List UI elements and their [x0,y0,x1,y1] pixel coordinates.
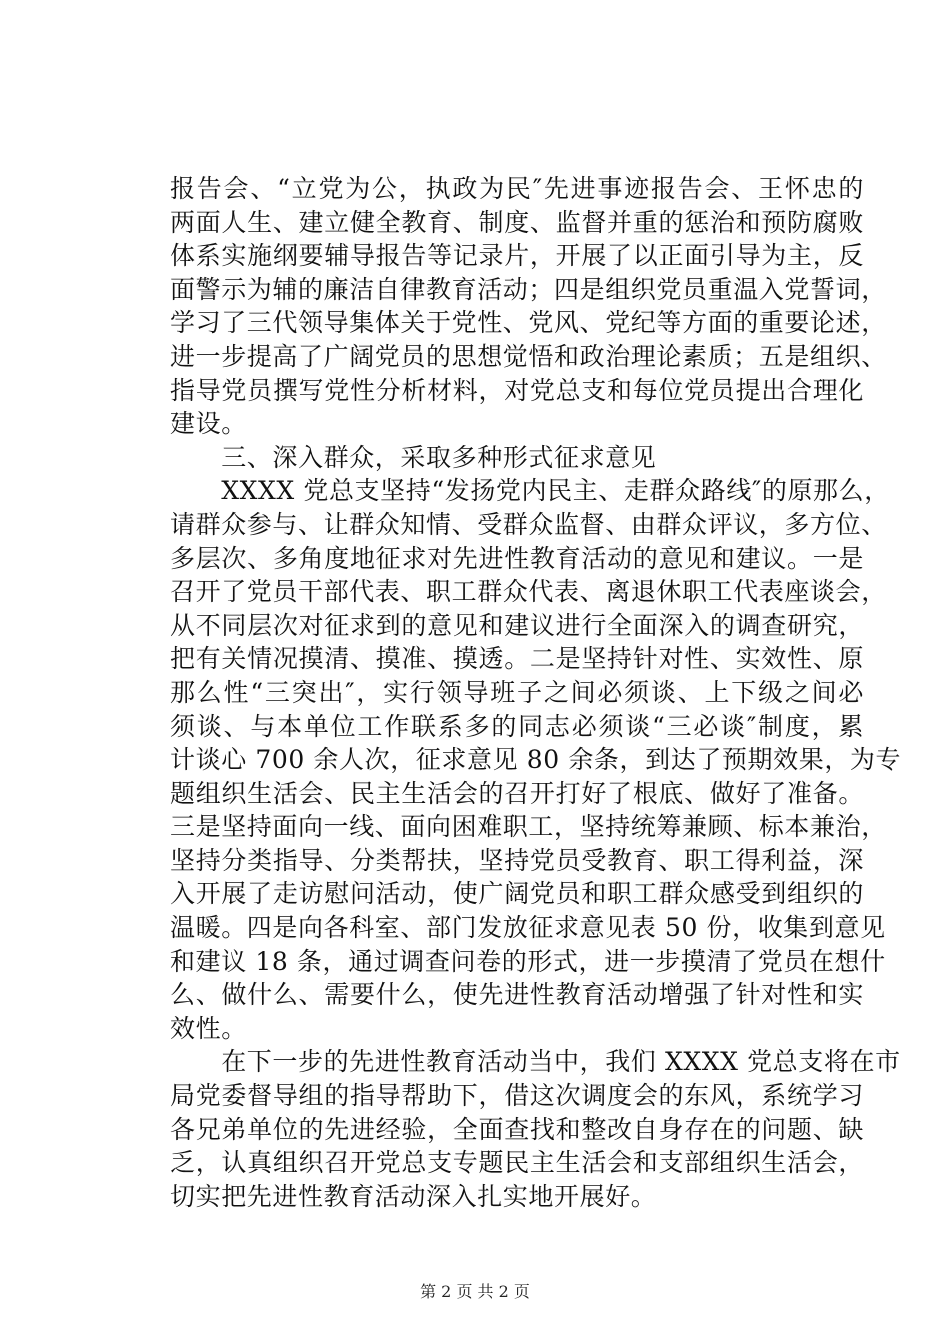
text-line: 把有关情况摸清、摸准、摸透。二是坚持针对性、实效性、原 [170,644,864,674]
text-line: 三是坚持面向一线、面向困难职工，坚持统筹兼顾、标本兼治， [170,812,887,842]
text-line: 多层次、多角度地征求对先进性教育活动的意见和建议。一是 [170,543,864,573]
text-line: 报告会、“立党为公，执政为民″先进事迹报告会、王怀忠的 [170,174,864,203]
text-line: 请群众参与、让群众知情、受群众监督、由群众评议，多方位、 [170,509,887,539]
text-line: 坚持分类指导、分类帮扶，坚持党员受教育、职工得利益，深 [170,845,864,875]
text-line: 召开了党员干部代表、职工群众代表、离退休职工代表座谈会， [170,577,887,607]
text-line: 面警示为辅的廉洁自律教育活动；四是组织党员重温入党誓词， [170,274,887,304]
text-line: 指导党员撰写党性分析材料，对党总支和每位党员提出合理化 [170,375,864,405]
text-line: 在下一步的先进性教育活动当中，我们 XXXX 党总支将在市 [170,1047,901,1077]
text-line: 须谈、与本单位工作联系多的同志必须谈“三必谈″制度，累 [170,711,864,741]
text-line: 那么性“三突出″，实行领导班子之间必须谈、上下级之间必 [170,677,864,707]
text-line: 各兄弟单位的先进经验，全面查找和整改自身存在的问题、缺 [170,1114,864,1144]
text-line: 进一步提高了广阔党员的思想觉悟和政治理论素质；五是组织、 [170,341,887,371]
text-line: 从不同层次对征求到的意见和建议进行全面深入的调查研究， [170,610,864,640]
text-line: 效性。 [170,1013,247,1043]
text-line: 局党委督导组的指导帮助下，借这次调度会的东风，系统学习 [170,1081,864,1111]
text-line: 切实把先进性教育活动深入扎实地开展好。 [170,1181,657,1211]
text-line: 么、做什么、需要什么，使先进性教育活动增强了针对性和实 [170,980,864,1010]
text-line: 两面人生、建立健全教育、制度、监督并重的惩治和预防腐败 [170,207,864,237]
text-line: 体系实施纲要辅导报告等记录片，开展了以正面引导为主，反 [170,241,864,271]
text-line: 题组织生活会、民主生活会的召开打好了根底、做好了准备。 [170,778,864,808]
body-text [170,172,902,1213]
page-number: 第 2 页 共 2 页 [420,1282,530,1301]
text-line: 建设。 [170,409,247,439]
text-line: 入开展了走访慰问活动，使广阔党员和职工群众感受到组织的 [170,879,864,909]
text-line: 计谈心 700 余人次，征求意见 80 余条，到达了预期效果，为专 [170,745,902,775]
text-line: 温暖。四是向各科室、部门发放征求意见表 50 份，收集到意见 [170,913,886,943]
text-line: 学习了三代领导集体关于党性、党风、党纪等方面的重要论述， [170,308,887,338]
text-line: 乏，认真组织召开党总支专题民主生活会和支部组织生活会， [170,1148,864,1178]
text-line: XXXX 党总支坚持“发扬党内民主、走群众路线″的原那么， [170,476,890,506]
section-heading: 三、深入群众，采取多种形式征求意见 [170,442,657,472]
text-line: 和建议 18 条，通过调查问卷的形式，进一步摸清了党员在想什 [170,946,886,976]
